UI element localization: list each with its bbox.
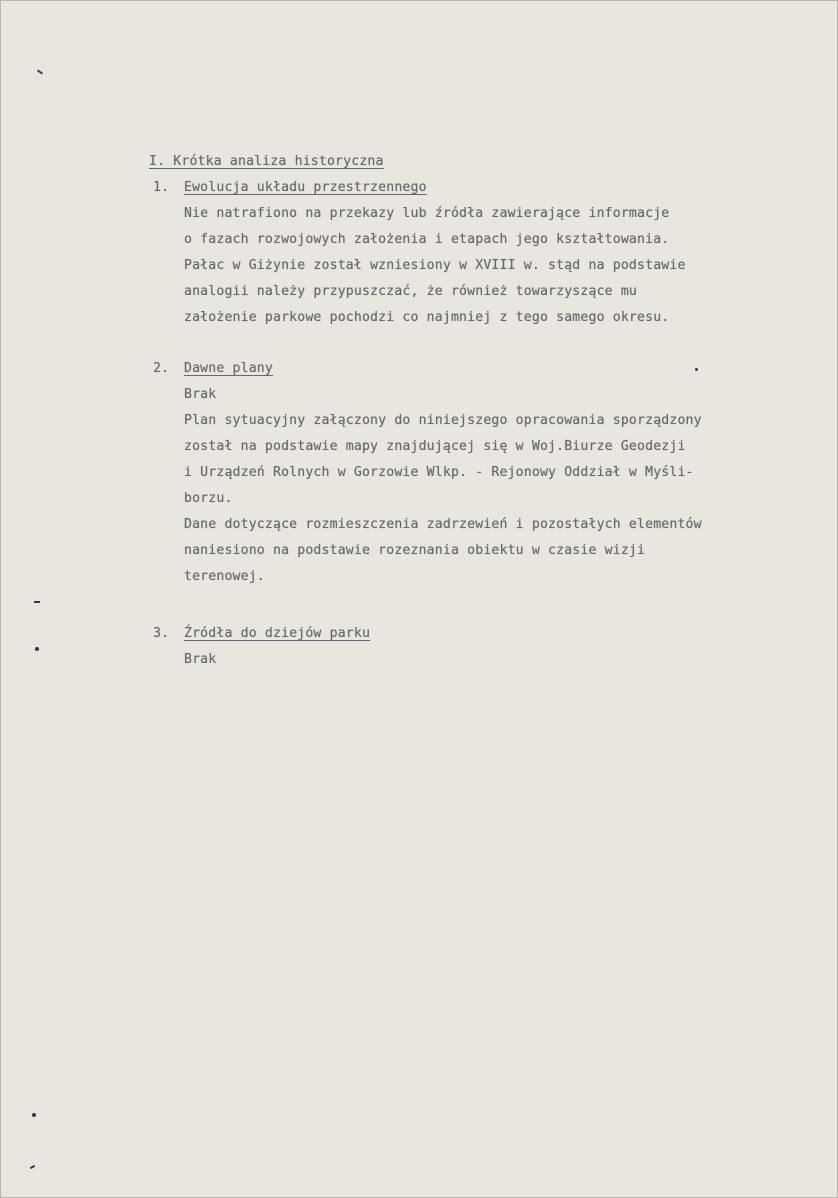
scan-mark [34, 601, 40, 603]
item2-line-3: i Urządzeń Rolnych w Gorzowie Wlkp. - Rejonowy Oddział w Myśli- [184, 465, 694, 480]
section-title: I. Krótka analiza historyczna [149, 154, 384, 169]
item2-line-4: borzu. [184, 491, 233, 506]
item2-line-6: naniesiono na podstawie rozeznania obiektu w czasie wizji [184, 543, 646, 558]
scan-mark [37, 69, 43, 74]
item1-line-4: analogii należy przypuszczać, że również towarzyszące mu [184, 284, 638, 299]
item2-line-2: został na podstawie mapy znajdującej się w Woj.Biurze Geodezji [184, 439, 686, 454]
item1-line-5: założenie parkowe pochodzi co najmniej z tego samego okresu. [184, 310, 670, 325]
item2-line-1: Plan sytuacyjny załączony do niniejszego opracowania sporządzony [184, 413, 702, 428]
item1-number: 1. [153, 180, 170, 195]
item2-brak: Brak [184, 387, 217, 402]
item3-number: 3. [153, 626, 170, 641]
item3-heading: Źródła do dziejów parku [184, 626, 371, 641]
item2-line-5: Dane dotyczące rozmieszczenia zadrzewień i pozostałych elementów [184, 517, 702, 532]
scan-mark [30, 1165, 35, 1169]
item1-line-1: Nie natrafiono na przekazy lub źródła zawierające informacje [184, 206, 670, 221]
item1-line-3: Pałac w Giżynie został wzniesiony w XVIII w. stąd na podstawie [184, 258, 686, 273]
item2-number: 2. [153, 361, 170, 376]
item2-line-7: terenowej. [184, 569, 265, 584]
item1-line-2: o fazach rozwojowych założenia i etapach jego kształtowania. [184, 232, 670, 247]
item1-heading: Ewolucja układu przestrzennego [184, 180, 427, 195]
item2-heading: Dawne plany [184, 361, 273, 376]
scan-speck [695, 368, 698, 371]
item3-brak: Brak [184, 652, 217, 667]
scan-speck [32, 1113, 36, 1117]
scan-speck [35, 647, 39, 651]
